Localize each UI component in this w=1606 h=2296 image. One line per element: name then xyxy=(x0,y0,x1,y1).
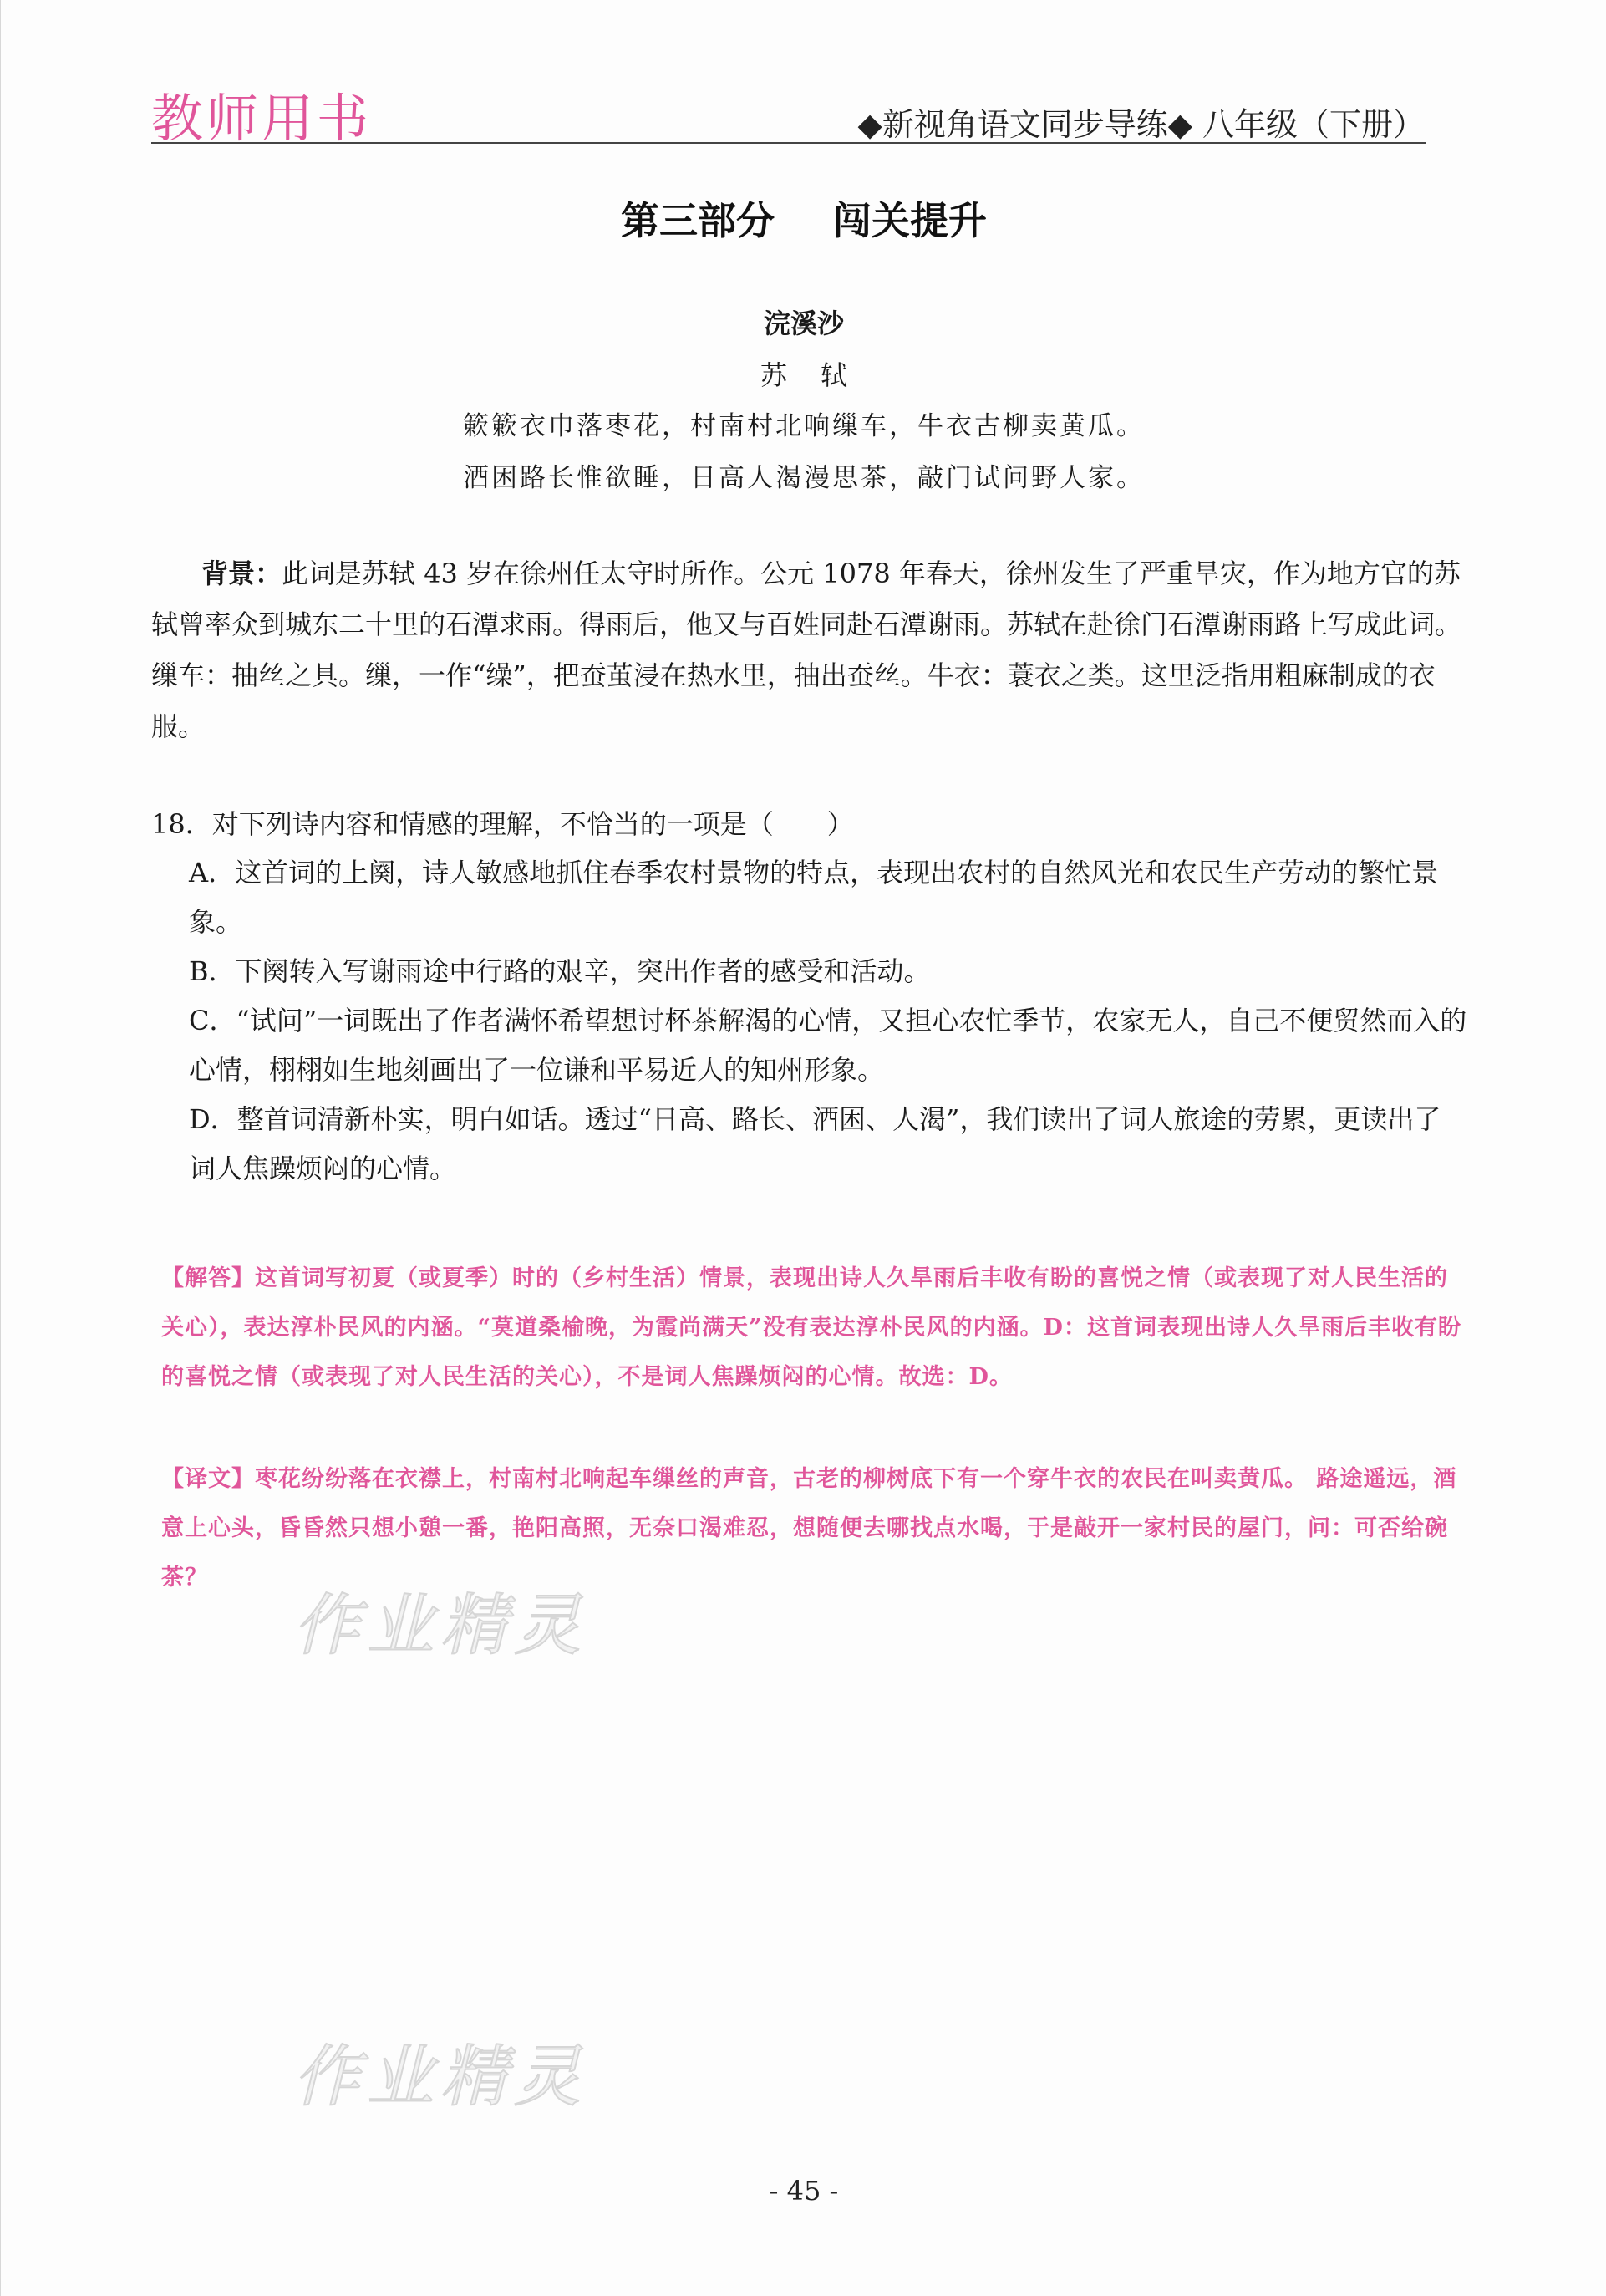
background-paragraph xyxy=(151,548,1463,752)
poem-author: 苏轼 xyxy=(760,359,881,391)
poem-line: 酒困路长惟欲睡，日高人渴漫思茶，敲门试问野人家。 xyxy=(463,463,1145,493)
question-stem: 18．对下列诗内容和情感的理解，不恰当的一项是（ ） xyxy=(151,808,854,840)
header-divider xyxy=(151,142,1426,144)
option-c: C．“试问”一词既出了作者满怀希望想讨杯茶解渴的心情，又担心农忙季节，农家无人，自己不便贸然而入的心情，栩栩如生地刻画出了一位谦和平易近人的知州形象。 xyxy=(189,1005,1467,1086)
answer-explanation: 【解答】这首词写初夏（或夏季）时的（乡村生活）情景，表现出诗人久旱雨后丰收有盼的喜悦之情（或表现了对人民生活的关心），表达淳朴民风的内涵。“莫道桑榆晚，为霞尚满天”没有表达淳朴民风的内涵。D：这首词表现出诗人久旱雨后丰收有盼的喜悦之情（或表现了对人民生活的关心），不是词人焦躁烦闷的心情。故选：D。 xyxy=(161,1265,1461,1390)
option-d: D．整首词清新朴实，明白如话。透过“日高、路长、酒困、人渴”，我们读出了词人旅途的劳累，更读出了词人焦躁烦闷的心情。 xyxy=(189,1103,1441,1184)
translation-text: 【译文】枣花纷纷落在衣襟上，村南村北响起车缫丝的声音，古老的柳树底下有一个穿牛衣的农民在叫卖黄瓜。 路途遥远，酒意上心头，昏昏然只想小憩一番，艳阳高照，无奈口渴难忍，想随便去哪找点水喝，于是敲开一家村民的屋门，问：可否给碗茶？ xyxy=(161,1466,1457,1591)
header-book-title: 教师用书 xyxy=(151,88,373,149)
section-part: 第三部分 xyxy=(621,198,775,243)
watermark: 作业精灵 xyxy=(293,1586,587,1664)
section-name: 闯关提升 xyxy=(833,198,987,243)
poem-title: 浣溪沙 xyxy=(763,308,844,339)
background-text: 此词是苏轼 43 岁在徐州任太守时所作。公元 1078 年春天，徐州发生了严重旱灾，作为地方官的苏轼曾率众到城东二十里的石潭求雨。得雨后，他又与百姓同赴石潭谢雨。苏轼在赴徐门石潭谢雨路上写成此词。 缫车：抽丝之具。缫，一作“缲”，把蚕茧浸在热水里，抽出蚕丝。牛衣：蓑衣之类。这里泛指用粗麻制成的衣服。 xyxy=(151,557,1462,742)
watermark: 作业精灵 xyxy=(293,2038,587,2115)
option-a: A．这首词的上阕，诗人敏感地抓住春季农村景物的特点，表现出农村的自然风光和农民生产劳动的繁忙景象。 xyxy=(189,857,1439,938)
poem-line: 簌簌衣巾落枣花，村南村北响缫车，牛衣古柳卖黄瓜。 xyxy=(463,411,1145,441)
header-series-title: ◆新视角语文同步导练◆ 八年级（下册） xyxy=(857,106,1425,143)
question-options xyxy=(189,848,1467,1194)
section-title xyxy=(1,191,1606,246)
page-number: - 45 - xyxy=(769,2175,839,2207)
option-b: B．下阕转入写谢雨途中行路的艰辛，突出作者的感受和活动。 xyxy=(189,955,931,987)
background-label: 背景： xyxy=(201,557,282,589)
